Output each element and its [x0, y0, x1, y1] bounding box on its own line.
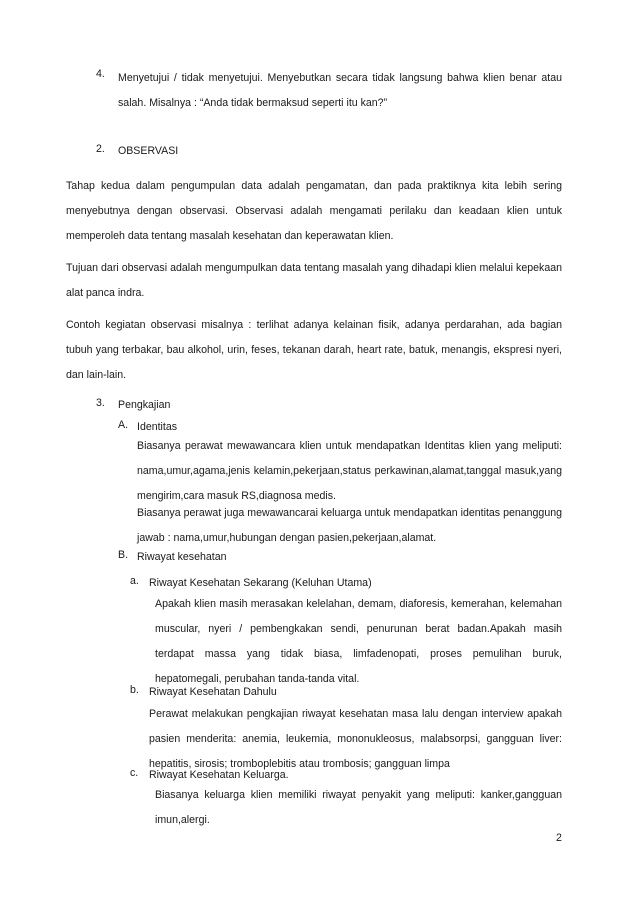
list-number: 3. [96, 397, 105, 409]
subsection-title: Riwayat Kesehatan Keluarga. [149, 769, 289, 781]
paragraph: Biasanya perawat mewawancara klien untuk mendapatkan Identitas klien yang meliputi: nama,umur,agama,jenis kelamin,pekerjaan,status perkawinan,alamat,tanggal masuk,yang mengirim,cara masuk RS,diagnosa medis. [137, 440, 562, 502]
section-heading: Pengkajian [118, 399, 171, 411]
subsection-title: Riwayat kesehatan [137, 551, 227, 563]
paragraph: Tahap kedua dalam pengumpulan data adalah pengamatan, dan pada praktiknya kita lebih sering menyebutnya dengan observasi. Observasi adalah mengamati perilaku dan keadaan klien untuk memperoleh data tentang masalah kesehatan dan keperawatan klien. [66, 180, 562, 242]
list-number: 2. [96, 143, 105, 155]
paragraph: Biasanya keluarga klien memiliki riwayat penyakit yang meliputi: kanker,gangguan imun,alergi. [155, 789, 562, 826]
paragraph: Biasanya perawat juga mewawancarai keluarga untuk mendapatkan identitas penanggung jawab : nama,umur,hubungan dengan pasien,pekerjaan,alamat. [137, 507, 562, 544]
list-item-text: Menyetujui / tidak menyetujui. Menyebutkan secara tidak langsung bahwa klien benar atau salah. Misalnya : “Anda tidak bermaksud seperti itu kan?” [118, 72, 562, 109]
list-number: 4. [96, 68, 105, 80]
list-letter: b. [130, 684, 139, 696]
subsection-title: Riwayat Kesehatan Dahulu [149, 686, 277, 698]
paragraph: Perawat melakukan pengkajian riwayat kesehatan masa lalu dengan interview apakah pasien menderita: anemia, leukemia, mononukleosus, malabsorpsi, gangguan liver: hepatitis, sirosis; tromboplebitis atau trombosis; gangguan limpa [149, 708, 562, 770]
subsection-title: Identitas [137, 421, 178, 433]
list-letter: A. [118, 419, 129, 431]
list-letter: a. [130, 575, 139, 587]
paragraph: Contoh kegiatan observasi misalnya : terlihat adanya kelainan fisik, adanya perdarahan, ada bagian tubuh yang terbakar, bau alkohol, urin, feses, tekanan darah, heart rate, batuk, menangis, ekspresi nyeri, dan lain-lain. [66, 319, 562, 381]
subsection-title: Riwayat Kesehatan Sekarang (Keluhan Utama) [149, 577, 372, 589]
section-heading: OBSERVASI [118, 145, 179, 157]
paragraph: Tujuan dari observasi adalah mengumpulkan data tentang masalah yang dihadapi klien melalui kepekaan alat panca indra. [66, 262, 562, 299]
page-number: 2 [556, 832, 562, 844]
list-letter: c. [130, 767, 139, 779]
list-letter: B. [118, 549, 129, 561]
paragraph: Apakah klien masih merasakan kelelahan, demam, diaforesis, kemerahan, kelemahan muscular, nyeri / pembengkakan sendi, penurunan berat badan.Apakah masih terdapat massa yang tidak biasa, limfadenopati, proses pemulihan buruk, hepatomegali, perubahan tanda-tanda vital. [155, 598, 562, 685]
